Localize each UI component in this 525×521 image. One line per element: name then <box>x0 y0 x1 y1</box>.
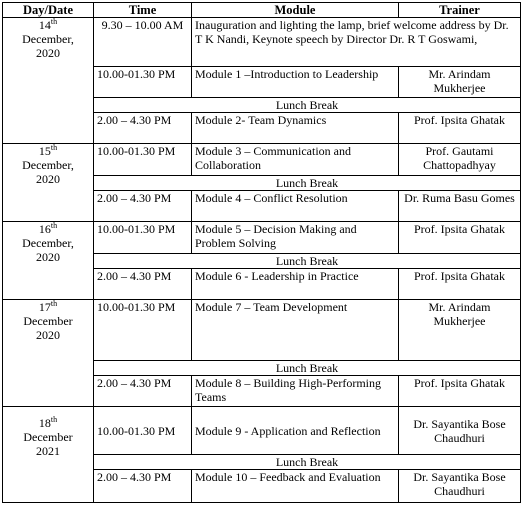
trainer-cell: Prof. Ipsita Ghatak <box>399 376 521 407</box>
module-cell: Module 1 –Introduction to Leadership <box>192 67 399 98</box>
day-month: December, <box>22 32 74 46</box>
table-row <box>3 300 521 361</box>
day-suffix: th <box>50 415 58 424</box>
day-suffix: th <box>50 17 58 26</box>
table-row <box>3 407 521 455</box>
lunch-break-cell: Lunch Break <box>94 361 521 376</box>
day-date-cell <box>3 144 94 222</box>
header-trainer: Trainer <box>399 3 521 18</box>
day-month: December <box>23 314 73 328</box>
day-year: 2020 <box>36 172 60 186</box>
module-cell: Module 8 – Building High-Performing Teams <box>192 376 399 407</box>
time-cell: 10.00-01.30 PM <box>94 144 192 176</box>
trainer-cell: Dr. Ruma Basu Gomes <box>399 191 521 222</box>
time-cell: 9.30 – 10.00 AM <box>94 18 192 67</box>
day-suffix: th <box>50 143 58 152</box>
time-cell: 2.00 – 4.30 PM <box>94 113 192 144</box>
time-cell: 2.00 – 4.30 PM <box>94 376 192 407</box>
module-cell: Module 4 – Conflict Resolution <box>192 191 399 222</box>
day-month: December, <box>22 236 74 250</box>
header-row <box>3 3 521 18</box>
time-cell: 2.00 – 4.30 PM <box>94 191 192 222</box>
trainer-cell: Mr. Arindam Mukherjee <box>399 300 521 361</box>
day-date-cell <box>3 407 94 503</box>
header-day: Day/Date <box>3 3 94 18</box>
time-cell: 10.00-01.30 PM <box>94 222 192 254</box>
day-month: December <box>23 430 73 444</box>
module-cell: Module 7 – Team Development <box>192 300 399 361</box>
time-cell: 2.00 – 4.30 PM <box>94 269 192 300</box>
module-cell: Module 9 - Application and Reflection <box>192 407 399 455</box>
module-cell: Module 2- Team Dynamics <box>192 113 399 144</box>
day-number: 17 <box>38 300 51 314</box>
day-date-cell <box>3 300 94 407</box>
module-cell: Inauguration and lighting the lamp, brief welcome address by Dr. T K Nandi, Keynote speech by Director Dr. R T Goswami, <box>192 18 521 67</box>
module-cell: Module 5 – Decision Making and Problem Solving <box>192 222 399 254</box>
header-time: Time <box>94 3 192 18</box>
day-month: December, <box>22 158 74 172</box>
trainer-cell: Prof. Gautami Chattopadhyay <box>399 144 521 176</box>
time-cell: 10.00-01.30 PM <box>94 67 192 98</box>
time-cell: 2.00 – 4.30 PM <box>94 470 192 503</box>
day-date-cell <box>3 222 94 300</box>
trainer-cell: Prof. Ipsita Ghatak <box>399 113 521 144</box>
trainer-cell: Prof. Ipsita Ghatak <box>399 269 521 300</box>
day-suffix: th <box>50 221 58 230</box>
module-cell: Module 6 - Leadership in Practice <box>192 269 399 300</box>
trainer-cell: Dr. Sayantika Bose Chaudhuri <box>399 407 521 455</box>
table-row <box>3 222 521 254</box>
header-module: Module <box>192 3 399 18</box>
lunch-break-cell: Lunch Break <box>94 98 521 113</box>
day-year: 2020 <box>36 328 60 342</box>
day-number: 16 <box>38 222 51 236</box>
lunch-break-cell: Lunch Break <box>94 254 521 269</box>
day-year: 2020 <box>36 46 60 60</box>
trainer-cell: Mr. Arindam Mukherjee <box>399 67 521 98</box>
day-suffix: th <box>50 299 58 308</box>
day-number: 15 <box>38 144 51 158</box>
time-cell: 10.00-01.30 PM <box>94 300 192 361</box>
table-row <box>3 18 521 67</box>
day-year: 2020 <box>36 250 60 264</box>
day-year: 2021 <box>36 444 60 458</box>
schedule-table <box>2 2 521 503</box>
day-date-cell <box>3 18 94 144</box>
module-cell: Module 10 – Feedback and Evaluation <box>192 470 399 503</box>
day-number: 18 <box>38 416 51 430</box>
trainer-cell: Prof. Ipsita Ghatak <box>399 222 521 254</box>
time-cell: 10.00-01.30 PM <box>94 407 192 455</box>
table-row <box>3 144 521 176</box>
module-cell: Module 3 – Communication and Collaboration <box>192 144 399 176</box>
lunch-break-cell: Lunch Break <box>94 455 521 470</box>
day-number: 14 <box>38 18 51 32</box>
lunch-break-cell: Lunch Break <box>94 176 521 191</box>
trainer-cell: Dr. Sayantika Bose Chaudhuri <box>399 470 521 503</box>
